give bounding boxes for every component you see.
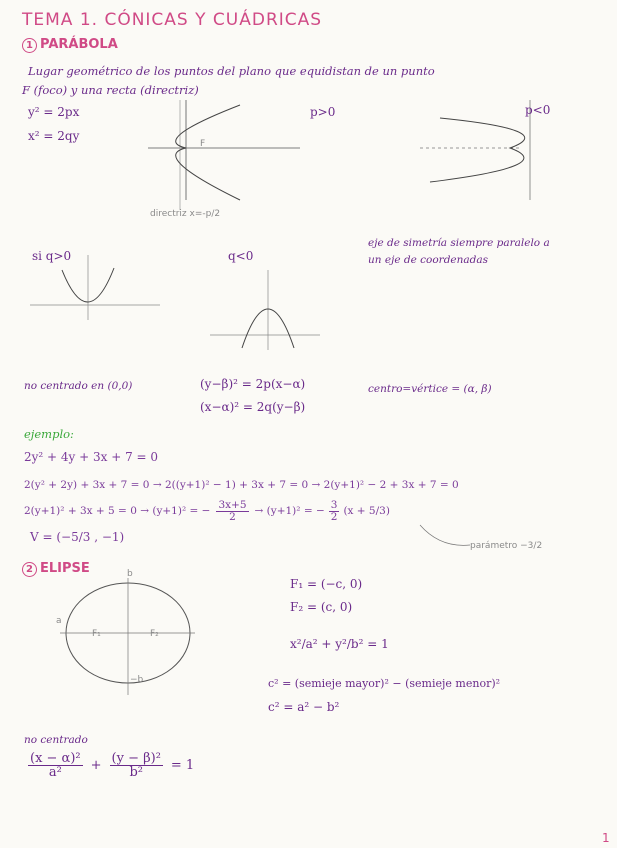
example-line-3 [24,500,390,522]
not-centered-label: no centrado en (0,0) [24,380,133,392]
ellipse-f1-label: F₁ [92,629,101,639]
page-number: 1 [602,831,610,845]
example-line-2: 2(y² + 2y) + 3x + 7 = 0 → 2((y+1)² − 1) + 3x + 7 = 0 → 2(y+1)² − 2 + 3x + 7 = 0 [24,479,459,491]
ellipse-nc-fraction-1 [28,752,83,779]
ellipse-not-centered-equation [28,752,194,779]
q-negative-label: q<0 [228,249,254,263]
not-centered-eq-2: (x−α)² = 2q(y−β) [200,400,306,414]
not-centered-ellipse-label: no centrado [24,734,88,746]
section-2-number: 2 [22,562,37,577]
ellipse-c-relation: c² = (semieje mayor)² − (semieje menor)² [268,677,501,690]
ellipse-b-label: b [127,569,133,579]
example-vertex: V = (−5/3 , −1) [30,530,125,544]
axis-note-line-2: un eje de coordenadas [368,254,489,266]
example-fraction-2-num: 3 [330,499,338,511]
parabola-q-negative-sketch [210,270,320,350]
example-line-3-part-a: 2(y+1)² + 3x + 5 = 0 → (y+1)² = − [24,504,211,517]
focus-label: F [200,139,206,149]
example-line-3-part-c: (x + 5/3) [343,504,390,517]
ellipse-nc-den-2: b² [129,765,143,780]
ellipse-nc-num-2: (y − β)² [111,751,161,766]
example-fraction-1-den: 2 [229,510,236,523]
directrix-label: directriz x=-p/2 [150,209,221,219]
parabola-q-positive-sketch [30,255,160,320]
section-1-number: 1 [22,38,37,53]
ellipse-nc-rhs: = 1 [170,758,195,773]
definition-line-2: F (foco) y una recta (directriz) [22,83,199,97]
example-fraction-2-den: 2 [330,510,338,523]
ellipse-c-formula: c² = a² − b² [268,700,340,714]
ellipse-nc-fraction-2 [110,752,163,779]
section-1-title: PARÁBOLA [40,37,118,52]
example-fraction-1-num: 3x+5 [218,499,247,511]
example-side-note: parámetro −3/2 [470,541,543,551]
equation-parabola-x: y² = 2px [28,105,80,119]
ellipse-nc-num-1: (x − α)² [30,751,81,766]
section-1-heading [22,38,118,53]
center-vertex-note: centro=vértice = (α, β) [368,383,492,395]
focus-1: F₁ = (−c, 0) [290,577,363,591]
definition-line-1: Lugar geométrico de los puntos del plano que equidistan de un punto [28,64,435,78]
q-positive-label: si q>0 [32,249,72,263]
not-centered-eq-1: (y−β)² = 2p(x−α) [200,377,306,391]
focus-2: F₂ = (c, 0) [290,600,353,614]
example-fraction-2 [329,500,340,522]
example-fraction-1 [216,500,248,522]
plus-sign: + [90,758,102,773]
ellipse-sketch [60,578,195,695]
ellipse-nc-den-1: a² [48,765,62,780]
parabola-p-positive-sketch [148,100,300,210]
example-label: ejemplo: [24,427,74,441]
ellipse-equation: x²/a² + y²/b² = 1 [290,637,389,651]
equation-parabola-y: x² = 2qy [28,129,80,143]
ellipse-neg-b-label: −b [130,675,144,685]
example-line-3-part-b: → (y+1)² = − [254,504,325,517]
section-2-title: ELIPSE [40,561,90,576]
ellipse-a-label: a [56,616,62,626]
p-negative-label: p<0 [525,103,551,117]
p-positive-label: p>0 [310,105,336,119]
page-title: TEMA 1. CÓNICAS Y CUÁDRICAS [22,10,323,30]
example-line-1: 2y² + 4y + 3x + 7 = 0 [24,450,159,464]
axis-note-line-1: eje de simetría siempre paralelo a [368,237,550,249]
parabola-p-negative-sketch [420,100,530,200]
ellipse-f2-label: F₂ [150,629,159,639]
section-2-heading [22,562,90,577]
